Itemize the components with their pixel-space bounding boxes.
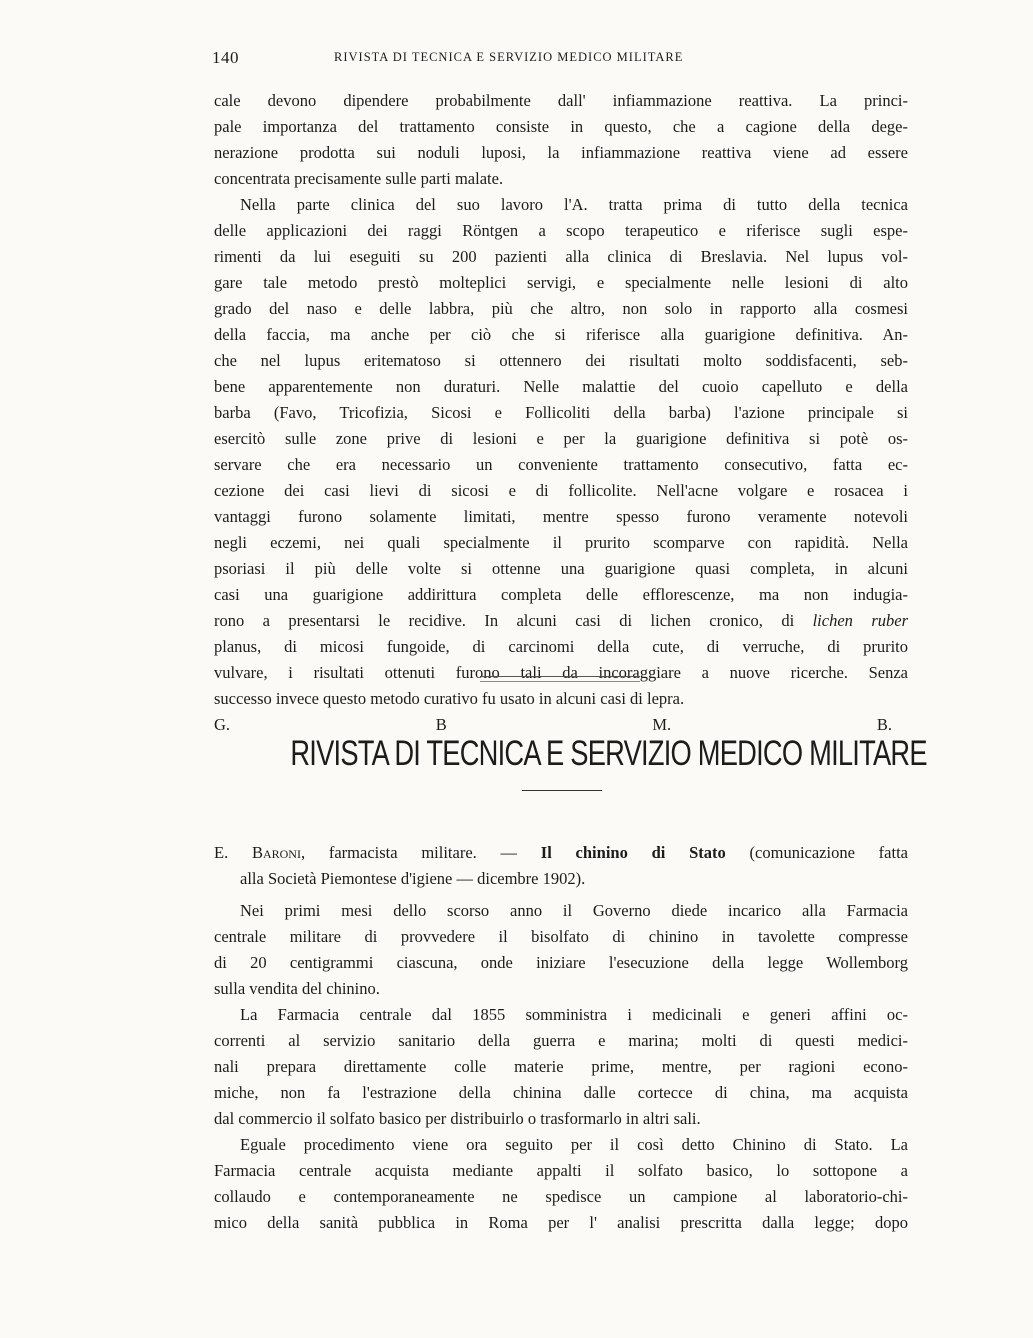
text-line: delle applicazioni dei raggi Röntgen a scopo terapeutico e riferisce sugli espe- — [214, 221, 908, 240]
article-heading-line: alla Società Piemontese d'igiene — dicembre 1902). — [240, 869, 586, 888]
article-note: (comunicazione fatta — [725, 843, 908, 862]
text-line: dal commercio il solfato basico per distribuirlo o trasformarlo in altri sali. — [214, 1109, 701, 1128]
author-role: , farmacista militare. — — [300, 843, 541, 862]
title-underline — [522, 790, 602, 791]
text-line: che nel lupus eritematoso si ottennero dei risultati molto soddisfacenti, seb- — [214, 351, 908, 370]
text-fragment: rono a presentarsi le recidive. In alcuni casi di lichen cronico, di — [214, 611, 813, 630]
text-line: nerazione prodotta sui noduli luposi, la infiammazione reattiva viene ad essere — [214, 143, 908, 162]
section-divider — [480, 676, 640, 682]
text-line: sulla vendita del chinino. — [214, 979, 380, 998]
text-line: Farmacia centrale acquista mediante appalti il solfato basico, lo sottopone a — [214, 1161, 908, 1180]
article-title: Il chinino di Stato — [540, 843, 726, 862]
text-line: grado del naso e delle labbra, più che altro, non solo in rapporto alla cosmesi — [214, 299, 908, 318]
running-header — [214, 48, 908, 68]
text-line: La Farmacia centrale dal 1855 somministra i medicinali e generi affini oc- — [240, 1005, 908, 1024]
text-line: di 20 centigrammi ciascuna, onde iniziare l'esecuzione della legge Wollemborg — [214, 953, 908, 972]
text-line: cale devono dipendere probabilmente dall' infiammazione reattiva. La princi- — [214, 91, 908, 110]
text-line: concentrata precisamente sulle parti malate. — [214, 169, 504, 188]
author-name: Baroni — [251, 843, 301, 862]
text-line: planus, di micosi fungoide, di carcinomi della cute, di verruche, di prurito — [214, 637, 908, 656]
author-initial: E. — [214, 843, 252, 862]
text-line: psoriasi il più delle volte si ottenne una guarigione quasi completa, in alcuni — [214, 559, 908, 578]
text-line: della faccia, ma anche per ciò che si riferisce alla guarigione definitiva. An- — [214, 325, 908, 344]
text-line: negli eczemi, nei quali specialmente il prurito scomparve con rapidità. Nella — [214, 533, 908, 552]
italic-term: lichen ruber — [812, 611, 908, 630]
text-line: correnti al servizio sanitario della guerra e marina; molti di questi medici- — [214, 1031, 908, 1050]
text-line: gare tale metodo prestò molteplici servigi, e specialmente nelle lesioni di alto — [214, 273, 908, 292]
text-line: vulvare, i risultati ottenuti furono tali da incoraggiare a nuove ricerche. Senza — [214, 663, 908, 682]
text-line: rimenti da lui eseguiti su 200 pazienti alla clinica di Breslavia. Nel lupus vol- — [214, 247, 908, 266]
text-line: mico della sanità pubblica in Roma per l' analisi prescritta dalla legge; dopo — [214, 1213, 908, 1232]
running-title: RIVISTA DI TECNICA E SERVIZIO MEDICO MILITARE — [334, 50, 684, 64]
review-text-block — [214, 88, 908, 738]
article-heading-line — [214, 840, 908, 866]
text-line: Nella parte clinica del suo lavoro l'A. tratta prima di tutto della tecnica — [240, 195, 908, 214]
text-line: barba (Favo, Tricofizia, Sicosi e Follicoliti della barba) l'azione principale si — [214, 403, 908, 422]
text-line: centrale militare di provvedere il bisolfato di chinino in tavolette compresse — [214, 927, 908, 946]
article-entry — [214, 840, 908, 1236]
text-line — [214, 608, 908, 634]
text-line: cezione dei casi lievi di sicosi e di follicolite. Nell'acne volgare e rosacea i — [214, 481, 908, 500]
text-line: bene apparentemente non duraturi. Nelle malattie del cuoio capelluto e della — [214, 377, 908, 396]
text-line: Nei primi mesi dello scorso anno il Governo diede incarico alla Farmacia — [240, 901, 908, 920]
text-line: esercitò sulle zone prive di lesioni e per la guarigione definitiva si potè os- — [214, 429, 908, 448]
section-title: RIVISTA DI TECNICA E SERVIZIO MEDICO MILITARE — [290, 734, 927, 773]
text-line: miche, non fa l'estrazione della chinina dalle cortecce di china, ma acquista — [214, 1083, 908, 1102]
text-line: successo invece questo metodo curativo fu usato in alcuni casi di lepra. — [214, 689, 685, 708]
page-number: 140 — [212, 48, 239, 67]
text-line: nali prepara direttamente colle materie prime, mentre, per ragioni econo- — [214, 1057, 908, 1076]
text-line: collaudo e contemporaneamente ne spedisce un campione al laboratorio-chi- — [214, 1187, 908, 1206]
signature: G. B M. B. — [214, 715, 892, 734]
text-line: servare che era necessario un conveniente trattamento consecutivo, fatta ec- — [214, 455, 908, 474]
text-line: Eguale procedimento viene ora seguito per il così detto Chinino di Stato. La — [240, 1135, 908, 1154]
text-line: pale importanza del trattamento consiste in questo, che a cagione della dege- — [214, 117, 908, 136]
text-line: casi una guarigione addirittura completa delle efflorescenze, ma non indugia- — [214, 585, 908, 604]
text-line: vantaggi furono solamente limitati, mentre spesso furono veramente notevoli — [214, 507, 908, 526]
